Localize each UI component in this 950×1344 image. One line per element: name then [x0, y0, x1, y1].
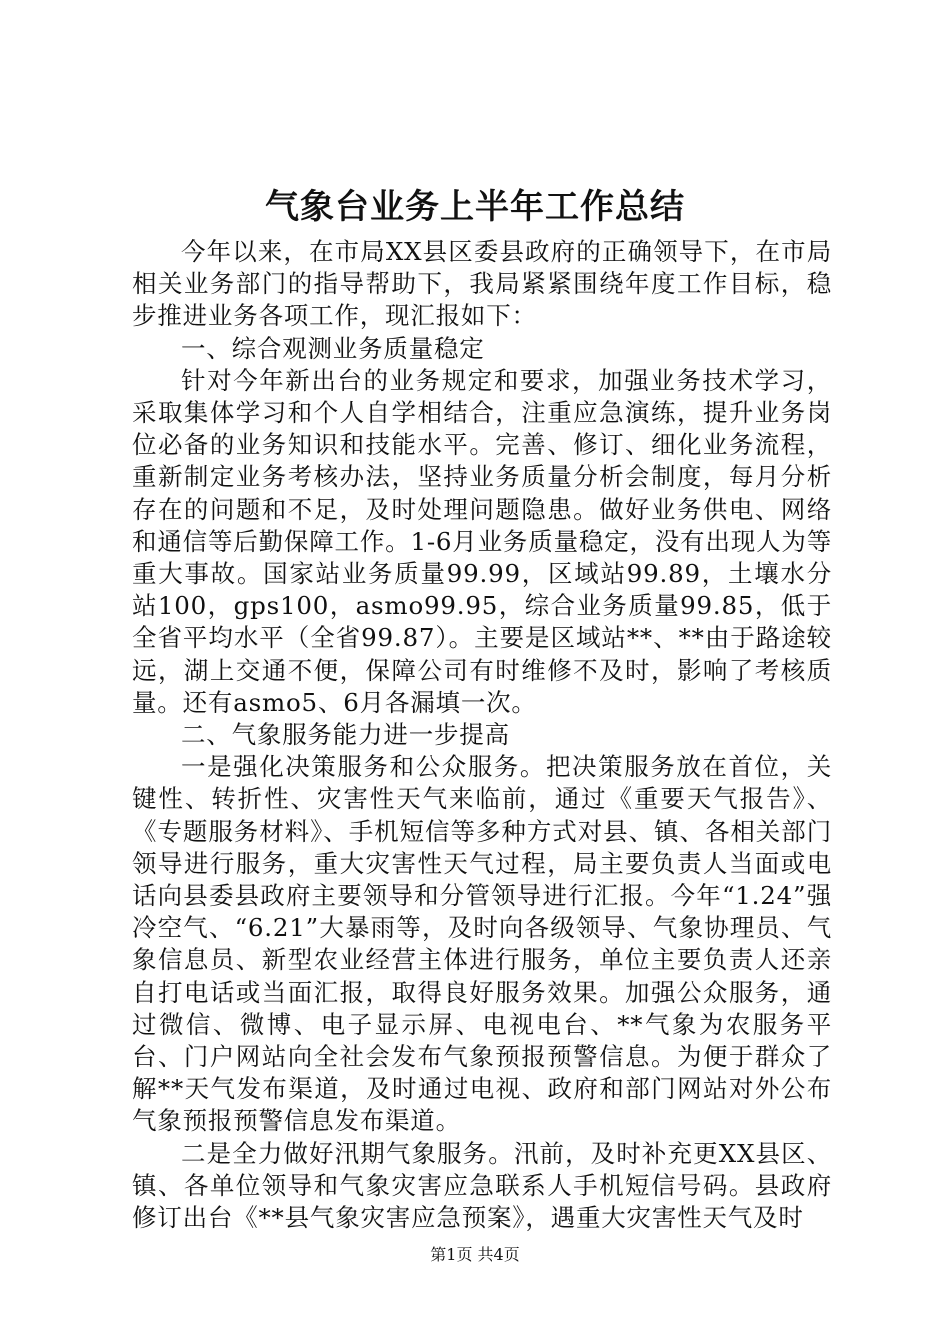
intro-paragraph: 今年以来，在市局XX县区委县政府的正确领导下，在市局相关业务部门的指导帮助下，我局紧紧围绕年度工作目标，稳步推进业务各项工作，现汇报如下：: [132, 237, 832, 331]
section-heading-observation: 一、综合观测业务质量稳定: [181, 333, 485, 363]
service-paragraph-1: 一是强化决策服务和公众服务。把决策服务放在首位，关键性、转折性、灾害性天气来临前，通过《重要天气报告》、《专题服务材料》、手机短信等多种方式对县、镇、各相关部门领导进行服务，重大灾害性天气过程，局主要负责人当面或电话向县委县政府主要领导和分管领导进行汇报。今年“1.24”强冷空气、“6.21”大暴雨等，及时向各级领导、气象协理员、气象信息员、新型农业经营主体进行服务，单位主要负责人还亲自打电话或当面汇报，取得良好服务效果。加强公众服务，通过微信、微博、电子显示屏、电视电台、**气象为农服务平台、门户网站向全社会发布气象预报预警信息。为便于群众了解**天气发布渠道，及时通过电视、政府和部门网站对外公布气象预报预警信息发布渠道。: [132, 752, 832, 1136]
observation-paragraph: 针对今年新出台的业务规定和要求，加强业务技术学习，采取集体学习和个人自学相结合，注重应急演练，提升业务岗位必备的业务知识和技能水平。完善、修订、细化业务流程，重新制定业务考核办法，坚持业务质量分析会制度，每月分析存在的问题和不足，及时处理问题隐患。做好业务供电、网络和通信等后勤保障工作。1-6月业务质量稳定，没有出现人为等重大事故。国家站业务质量99.99，区域站99.89，土壤水分站100，gps100，asmo99.95，综合业务质量99.85，低于全省平均水平（全省99.87）。主要是区域站**、**由于路途较远，湖上交通不便，保障公司有时维修不及时，影响了考核质量。还有asmo5、6月各漏填一次。: [132, 365, 832, 717]
service-paragraph-2: 二是全力做好汛期气象服务。汛前，及时补充更XX县区、镇、各单位领导和气象灾害应急联系人手机短信号码。县政府修订出台《**县气象灾害应急预案》，遇重大灾害性天气及时: [132, 1138, 832, 1233]
page-footer: 第1页 共4页: [430, 1245, 520, 1264]
section-heading-service: 二、气象服务能力进一步提高: [181, 720, 510, 750]
document-body: [132, 236, 832, 1234]
document-title: 气象台业务上半年工作总结: [265, 187, 685, 227]
